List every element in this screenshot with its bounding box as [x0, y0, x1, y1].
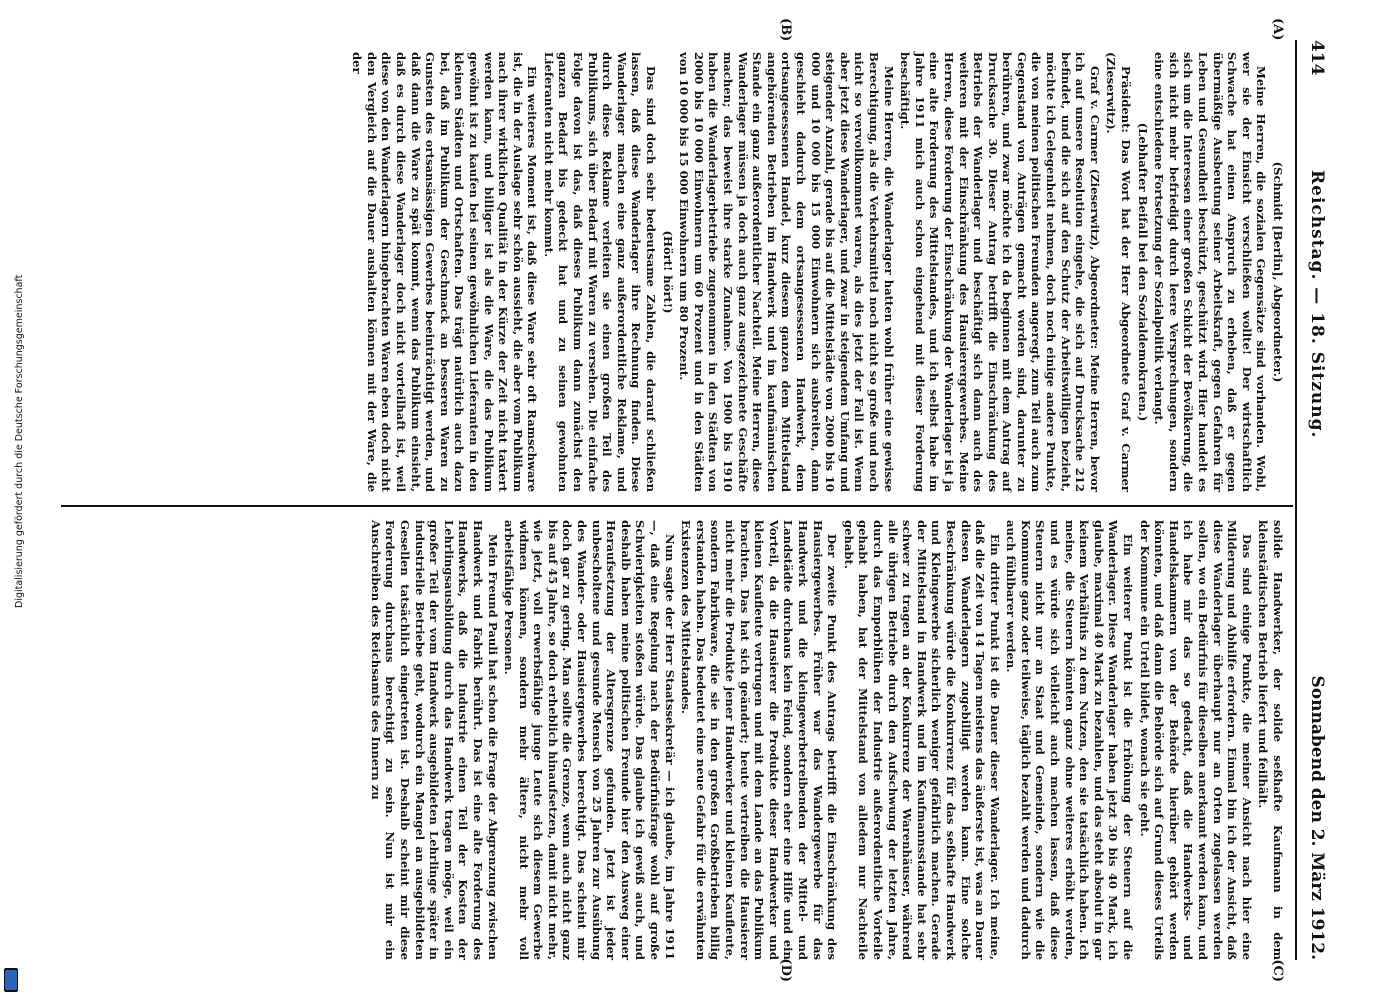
right-column — [366, 520, 1285, 960]
digitization-sidebar — [0, 0, 25, 1000]
paragraph: Graf v. Carmer (Zieserwitz), Abgeordneter: Meine Herren, bevor ich auf unsere Resolution eingehe, die sich auf Drucksache 212 befindet, und die sich auf den Schutz der Arbeitswilligen bezieht, möchte ich Gelegenheit nehmen, doch noch einige andere Punkte, die von meinen politischen Freunden angeregt, zum Teil auch zum Gegenstand von Anträgen gemacht worden sind, darunter zu berühren, und zwar möchte ich da beginnen mit dem Antrag auf Drucksache 30. Dieser Antrag betrifft die Einschränkung des Betriebs der Wanderlager und beschäftigt sich dann auch des weiteren mit der Einschränkung des Hausierergewerbes. Meine Herren, diese Forderung der Einschränkung der Wanderlager ist ja eine alte Forderung des Mittelstandes, und ich selbst habe im Jahre 1911 mich auch schon eingehend mit dieser Forderung beschäftigt. — [898, 52, 1102, 492]
paragraph: Meine Herren, die sozialen Gegensätze sind vorhanden. Wohl, wer sie der Einsicht verschließen wollte! Der wirtschaftlich Schwache hat einen Anspruch zu erheben, daß er gegen übermäßige Ausbeutung seiner Arbeitskraft, gegen Gefahren für Leben und Gesundheit beschützt, geschützt wird. Hier handelt es sich um die Interessen einer großen Schicht der Bevölkerung, die sich nicht mehr befriedigt durch leere Versprechungen, sondern eine entschiedene Fortsetzung der Sozialpolitik verlangt. — [1152, 52, 1269, 492]
document-page — [41, 0, 1341, 1000]
margin-marker-d: (D) — [778, 958, 793, 982]
left-column — [348, 52, 1285, 492]
paragraph: Das sind einige Punkte, die meiner Ansicht nach hier eine Milderung und Abhilfe erfordern. Einmal bin ich der Ansicht, daß diese Wanderlager überhaupt nur an Orten zugelassen werden sollen, wo ein Bedürfnis für dieselben anerkannt werden kann, und ich habe mir das so gedacht, daß die Handwerks- und Handelskammern von der Behörde hierüber gehört werden könnten, und daß dann die Behörde sich auf Grund dieses Urteils der Kommune ein Urteil bildet, wonach sie geht. — [1137, 520, 1254, 960]
paragraph: Ein weiterer Punkt ist die Erhöhung der Steuern auf die Wanderlager. Diese Wanderlager haben jetzt 30 bis 40 Mark, ich glaube, maximal 40 Mark zu bezahlen, und das steht absolut in gar keinem Verhältnis zu dem Nutzen, den sie tatsächlich haben. Ich meine, die Steuern könnten ganz ohne weiteres erhöht werden, und es würde sich vielleicht auch machen lassen, daß diese Steuern nicht nur an Staat und Gemeinde, sondern wie die Kommune ganz oder teilweise, täglich bezahlt werden und dadurch auch fühlbarer werden. — [1004, 520, 1136, 960]
funding-credit: Digitalisierung gefördert durch die Deutsche Forschungsgemeinschaft — [14, 274, 25, 608]
margin-marker-a: (A) — [1270, 18, 1285, 41]
paragraph: Meine Herren, die Wanderlager hatten wohl früher eine gewisse Berechtigung, als die Verkehrsmittel noch nicht so große und noch nicht so vervollkommnet waren, als dies jetzt der Fall ist. Wenn aber jetzt diese Wanderlager, und zwar in steigendem Umfang und steigender Anzahl, gerade bis auf die Mittelstädte von 2000 bis 10 000 und 10 000 bis 15 000 Einwohnern sich ausbreiten, dann geschieht dadurch dem ortsangesessenen Handwerk, dem ortsangesessenen Handel, kurz diesem ganzen dem Mittelstand angehörenden Betrieben im Handwerk und im kaufmännischen Stande ein ganz außerordentlicher Nachteil. Meine Herren, diese Wanderlager müssen ja doch auch ganz ausgezeichnete Geschäfte machen; das beweist ihre starke Zunahme. Von 1900 bis 1910 haben die Wanderlagerbetriebe zugenommen in den Städten von 2000 bis 10 000 Einwohnern um 60 Prozent und in den Städten von 10 000 bis 15 000 Einwohnern um 80 Prozent. — [677, 52, 896, 492]
header-rule — [1295, 40, 1297, 960]
margin-marker-c: (C) — [1270, 959, 1285, 982]
paragraph: Nun sagte der Herr Staatssekretär — ich glaube, im Jahre 1911 —, daß eine Regelung nach der Bedürfnisfrage wohl auf große Schwierigkeiten stoßen würde. Das glaube ich gewiß auch, und deshalb haben meine politischen Freunde hier den Ausweg einer Heraufsetzung der Altersgrenze gefunden. Jetzt ist jeder unbescholtene und gesunde Mensch von 25 Jahren zur Ausübung des Wander- oder Hausiergewerbes berechtigt. Das scheint mir doch gar zu gering. Man sollte die Grenze, wenn auch nicht ganz bis auf 45 Jahre, so doch erheblich hinaufsetzen, damit nicht mehr, wie jetzt, voll erwerbsfähige junge Leute sich diesem Gewerbe widmen können, sondern mehr ältere, nicht mehr voll arbeitsfähige Personen. — [502, 520, 677, 960]
page-header — [1299, 40, 1327, 960]
dfg-logo-icon — [4, 968, 18, 992]
paragraph: Der zweite Punkt des Antrags betrifft die Einschränkung des Hausiergewerbes. Früher war das Wandergewerbe für das Handwerk und die kleingewerbetreibenden der Mittel- und Landstädte durchaus kein Feind, sondern eher eine Hilfe und ein Vorteil, da die Hausierer die Produkte dieser Handwerker und kleinen Kaufleute vertrugen und mit dem Lande an das Publikum brachten. Das hat sich geändert; heute vertreiben die Hausierer nicht mehr die Produkte jener Handwerker und kleinen Kaufleute, sondern Fabrikware, die sie in den großen Großbetrieben billig erstanden haben. Das bedeutet eine neue Gefahr für die erwähnten Existenzen des Mittelstandes. — [679, 520, 840, 960]
paragraph: Ein dritter Punkt ist die Dauer dieser Wanderlager. Ich meine, daß die Zeit von 14 Tagen meistens das äußerste ist, was an Dauer diesen Wanderlagern zugebilligt werden kann. Eine solche Beschränkung würde die Konkurrenz für das seßhafte Handwerk und Kleingewerbe sicherlich weniger gefährlich machen. Gerade der Mittelstand in Handwerk und im Kaufmannsstande hat sehr schwer zu tragen an der Konkurrenz der Warenhäuser, während alle übrigen Betriebe durch den Aufschwung der letzten Jahre, durch das Emporblühen der Industrie außerordentliche Vorteile gehabt haben, hat der Mittelstand von alledem nur Nachteile gehabt. — [841, 520, 1002, 960]
paragraph: Präsident: Das Wort hat der Herr Abgeordnete Graf v. Carmer (Zieserwitz). — [1104, 52, 1134, 492]
paragraph: Das sind doch sehr bedeutsame Zahlen, die darauf schließen lassen, daß diese Wanderlager ihre Rechnung finden. Diese Wanderlager machen eine ganz außerordentliche Reklame, und durch diese Reklame verleiten sie einen großen Teil des Publikums, sich über Bedarf mit Waren zu versehen. Die einfache Folge davon ist das, daß dieses Publikum dann zunächst den ganzen Bedarf bis gedeckt hat und zu seinen gewohnten Lieferanten nicht mehr kommt. — [541, 52, 659, 492]
column-divider — [61, 505, 1293, 507]
paragraph: Mein Freund Pauli hat schon die Frage der Abgrenzung zwischen Handwerk und Fabrik berührt. Das ist eine alte Forderung des Handwerks, daß die Industrie einen Teil der Kosten der Lehrlingsausbildung durch das Handwerk tragen möge, weil ein großer Teil der vom Handwerk ausgebildeten Lehrlinge später in industrielle Betriebe geht, wodurch ein Mangel an ausgebildeten Gesellen tatsächlich eingetreten ist. Deshalb scheint mir diese Forderung durchaus berechtigt zu sein. Nun ist mir ein Anschreiben des Reichsamts des Innern zu — [368, 520, 500, 960]
page-date: Sonnabend den 2. März 1912. — [1307, 675, 1327, 960]
interjection: (Hört! hört!) — [660, 230, 675, 314]
paragraph: solide Handwerker, der solide seßhafte Kaufmann in dem kleinstädtischen Betrieb liefert und feilhält. — [1256, 520, 1285, 960]
page-number: 414 — [1307, 40, 1327, 76]
page-title: Reichstag. — 18. Sitzung. — [1307, 170, 1327, 439]
paragraph: Ein weiteres Moment ist, daß diese Ware sehr oft Ramschware ist, die in der Auslage sehr schön aussieht, die aber vom Publikum nach ihrer wirklichen Qualität in der Kürze der Zeit nicht taxiert werden kann, und billiger ist als die Ware, die das Publikum gewöhnt ist zu kaufen bei seinen gewöhnlichen Lieferanten in den kleinen Städten und Ortschaften. Das trägt natürlich auch dazu bei, daß im Publikum der Geschmack an besseren Waren zu Gunsten des ortsansässigen Gewerbes beeinträchtigt werden, und daß dann die Ware zu spät kommt, wenn das Publikum einsieht, daß es durch diese Wanderlager doch nicht vorteilhaft ist, weil diese von den Wanderlagern hingebrachten Waren eben doch nicht den Vergleich auf die Dauer aushalten können mit der Ware, die der — [350, 52, 540, 492]
speaker-note: (Schmidt [Berlin], Abgeordneter.) — [1271, 161, 1285, 383]
margin-marker-b: (B) — [778, 18, 793, 42]
interjection: (Lebhafter Beifall bei den Sozialdemokraten.) — [1135, 122, 1150, 422]
